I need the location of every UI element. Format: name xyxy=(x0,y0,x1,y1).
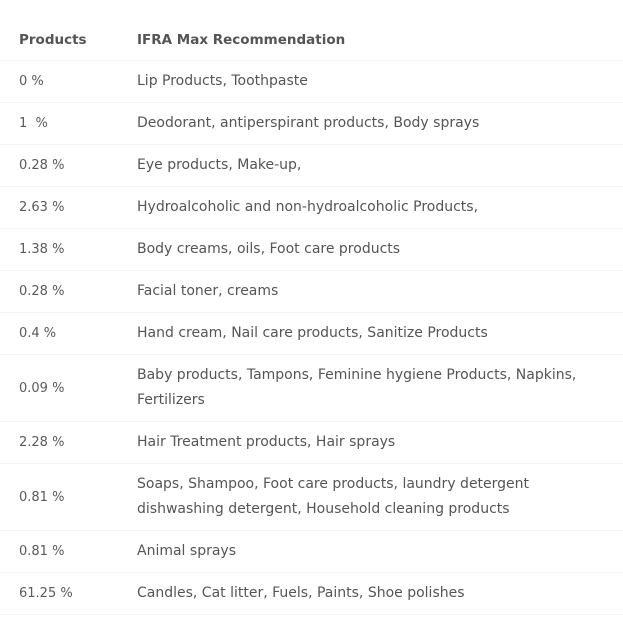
product-categories: Body creams, oils, Foot care products xyxy=(137,241,401,257)
product-percentage: 1 % xyxy=(19,116,48,131)
product-percentage: 0.28 % xyxy=(19,284,65,299)
table-row xyxy=(0,103,623,145)
product-categories: Animal sprays xyxy=(137,543,236,559)
product-categories: Lip Products, Toothpaste xyxy=(137,73,308,89)
product-categories: Facial toner, creams xyxy=(137,283,279,299)
product-categories: Hydroalcoholic and non-hydroalcoholic Products, xyxy=(137,199,479,215)
product-categories: Soaps, Shampoo, Foot care products, laundry detergent dishwashing detergent, Household cleaning products xyxy=(137,476,530,517)
product-percentage: 2.28 % xyxy=(19,435,65,450)
product-percentage: 61.25 % xyxy=(19,586,73,601)
product-categories: Eye products, Make-up, xyxy=(137,157,302,173)
product-categories: Candles, Cat litter, Fuels, Paints, Shoe polishes xyxy=(137,585,465,601)
product-percentage: 2.63 % xyxy=(19,200,65,215)
table-header-row xyxy=(0,20,623,61)
product-percentage: 0 % xyxy=(19,74,44,89)
table-row xyxy=(0,271,623,313)
header-products: Products xyxy=(19,32,87,48)
product-percentage: 1.38 % xyxy=(19,242,65,257)
product-percentage: 0.81 % xyxy=(19,489,65,505)
product-categories: Hair Treatment products, Hair sprays xyxy=(137,434,396,450)
product-categories: Baby products, Tampons, Feminine hygiene Products, Napkins, Fertilizers xyxy=(137,367,577,408)
table-row xyxy=(0,187,623,229)
table-row xyxy=(0,573,623,615)
table-row xyxy=(0,229,623,271)
table-row xyxy=(0,422,623,464)
product-categories: Hand cream, Nail care products, Sanitize Products xyxy=(137,325,488,341)
table-row xyxy=(0,145,623,187)
table-row xyxy=(0,61,623,103)
table-row xyxy=(0,531,623,573)
table-row xyxy=(0,313,623,355)
product-categories: Deodorant, antiperspirant products, Body sprays xyxy=(137,115,480,131)
ifra-table xyxy=(0,20,623,615)
product-percentage: 0.09 % xyxy=(19,380,65,396)
product-percentage: 0.4 % xyxy=(19,326,57,341)
table-row xyxy=(0,464,623,531)
product-percentage: 0.81 % xyxy=(19,544,65,559)
header-ifra-max: IFRA Max Recommendation xyxy=(137,31,346,48)
table-row xyxy=(0,355,623,422)
product-percentage: 0.28 % xyxy=(19,158,65,173)
